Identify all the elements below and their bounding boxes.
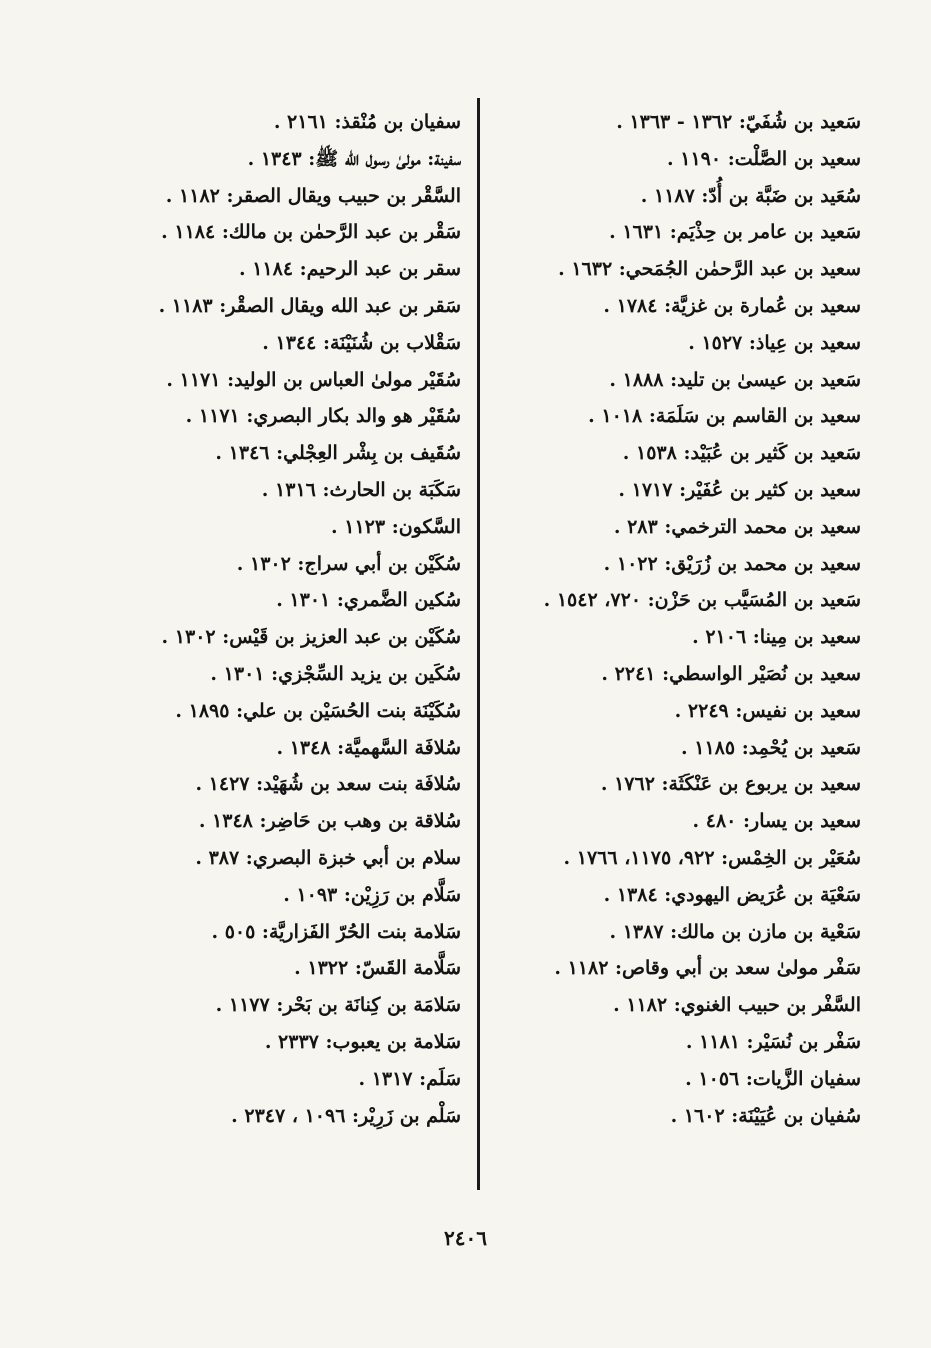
index-entry: سَعيد بن عيسىٰ بن تليد: ١٨٨٨ .: [609, 368, 861, 391]
index-entry: سفينة: مولىٰ رسول الله ﷺ: ١٣٤٣ .: [247, 147, 461, 170]
index-entry: سُكَيْنَة بنت الحُسَيْن بن علي: ١٨٩٥ .: [175, 699, 461, 722]
index-entry: سُلافَة بنت سعد بن شُهَيْد: ١٤٢٧ .: [195, 773, 461, 796]
index-entry: سَلْم بن زَرِيْر: ١٠٩٦ ، ٢٣٤٧ .: [231, 1104, 461, 1127]
index-entry: سَفْر مولىٰ سعد بن أبي وقاص: ١١٨٢ .: [554, 957, 861, 980]
index-entry: سَلامة بنت الحُرّ الفَزاريَّة: ٥٠٥ .: [211, 920, 461, 943]
index-entry: سلام بن أبي خبزة البصري: ٣٨٧ .: [195, 846, 461, 869]
index-entry: سَكَبَة بن الحارث: ١٣١٦ .: [261, 478, 461, 501]
index-entry: سعيد بن عبد الرَّحمٰن الجُمَحي: ١٦٣٢ .: [558, 258, 861, 281]
index-entry: سعيد بن عِياذ: ١٥٢٧ .: [688, 331, 861, 354]
index-entry: سفيان الزَّيات: ١٠٥٦ .: [685, 1067, 861, 1090]
index-entry: سَلامة بن يعبوب: ٢٣٣٧ .: [264, 1030, 461, 1053]
page-number: ٢٤٠٦: [444, 1226, 487, 1250]
index-entry: سعيد بن القاسم بن سَلَمَة: ١٠١٨ .: [588, 405, 861, 428]
index-entry: سُقَيف بن بِشْر العِجْلي: ١٣٤٦ .: [215, 442, 461, 465]
index-entry: سَلَّامة القَسّ: ١٣٢٢ .: [294, 957, 461, 980]
index-entry: السَّكون: ١١٢٣ .: [331, 515, 461, 538]
index-entry: سُقَيْر مولىٰ العباس بن الوليد: ١١٧١ .: [166, 368, 461, 391]
index-entry: سَقر بن عبد الله ويقال الصقْر: ١١٨٣ .: [158, 294, 461, 317]
index-entry: سَعْية بن مازن بن مالك: ١٣٨٧ .: [609, 920, 861, 943]
index-entry: سُكين الضَّمري: ١٣٠١ .: [276, 589, 461, 612]
index-entry: سَعيد بن عامر بن حِذْيَم: ١٦٣١ .: [609, 221, 861, 244]
index-entry: سَعيد بن شُفَيّ: ١٣٦٢ - ١٣٦٣ .: [616, 111, 861, 133]
index-entry: سعيد بن محمد بن زُرَيْق: ١٠٢٢ .: [603, 552, 861, 575]
index-entry: سعيد بن نُصَيْر الواسطي: ٢٢٤١ .: [601, 662, 861, 685]
index-entry: سَفْر بن نُسَيْر: ١١٨١ .: [685, 1030, 861, 1053]
index-entry: سَعيد بن المُسَيَّب بن حَزْن: ٧٢٠، ١٥٤٢ .: [543, 589, 861, 612]
index-entry: سَقْلاب بن شُنَيْنَة: ١٣٤٤ .: [262, 331, 461, 354]
index-entry: سفيان بن مُنْقذ: ٢١٦١ .: [273, 111, 461, 133]
index-entry: سعيد بن مِينا: ٢١٠٦ .: [692, 626, 861, 649]
index-entry: سَقْر بن عبد الرَّحمٰن بن مالك: ١١٨٤ .: [161, 221, 461, 244]
index-entry: سعيد بن كثير بن عُفَيْر: ١٧١٧ .: [618, 478, 861, 501]
index-entry: سَلَّام بن رَزِيْن: ١٠٩٣ .: [283, 883, 461, 906]
index-entry: سُعَيد بن ضَبَّة بن أُدّ: ١١٨٧ .: [640, 184, 861, 207]
index-entry: سعيد بن الصَّلْت: ١١٩٠ .: [667, 147, 861, 170]
index-entry: سَلَم: ١٣١٧ .: [358, 1067, 461, 1090]
index-entry: سُقَيْر هو والد بكار البصري: ١١٧١ .: [185, 405, 461, 428]
index-entry: سقر بن عبد الرحيم: ١١٨٤ .: [238, 258, 461, 281]
index-entry: سعيد بن يسار: ٤٨٠ .: [692, 810, 861, 833]
index-entry: السَّقْر بن حبيب ويقال الصقر: ١١٨٢ .: [165, 184, 461, 207]
index-entry: سَعْيَة بن عُرَيض اليهودي: ١٣٨٤ .: [603, 883, 861, 906]
index-entry: سعيد بن يربوع بن عَنْكَثَة: ١٧٦٢ .: [600, 773, 861, 796]
index-entry: سعيد بن نفيس: ٢٢٤٩ .: [674, 699, 861, 722]
index-entry: سَعيد بن كَثير بن عُبَيْد: ١٥٣٨ .: [622, 442, 861, 465]
index-entry: سُفيان بن عُيَيْنَة: ١٦٠٢ .: [670, 1104, 861, 1127]
right-column: [451, 104, 861, 1134]
index-entry: سعيد بن عُمارة بن غزيَّة: ١٧٨٤ .: [603, 294, 861, 317]
index-entry: سُعَيْر بن الخِمْس: ٩٢٢، ١١٧٥، ١٧٦٦ .: [563, 846, 861, 869]
index-entry: سَعيد بن يُحْمِد: ١١٨٥ .: [681, 736, 861, 759]
index-entry: سُلافَة السَّهميَّة: ١٣٤٨ .: [276, 736, 461, 759]
index-entry: سُكَيْن بن أبي سراج: ١٣٠٢ .: [236, 552, 461, 575]
index-entry: سُلاقة بن وهب بن حَاضِر: ١٣٤٨ .: [198, 810, 461, 833]
index-entry: سَلامَة بن كِنانَة بن بَحْر: ١١٧٧ .: [215, 994, 461, 1017]
left-column: [81, 104, 461, 1134]
index-entry: سُكَين بن يزيد السِّجْزي: ١٣٠١ .: [210, 662, 461, 685]
column-divider: [477, 98, 480, 1190]
index-entry: سعيد بن محمد الترخمي: ٢٨٣ .: [613, 515, 861, 538]
index-entry: سُكَيْن بن عبد العزيز بن قَيْس: ١٣٠٢ .: [161, 626, 461, 649]
index-entry: السَّفْر بن حبيب الغنوي: ١١٨٢ .: [613, 994, 861, 1017]
